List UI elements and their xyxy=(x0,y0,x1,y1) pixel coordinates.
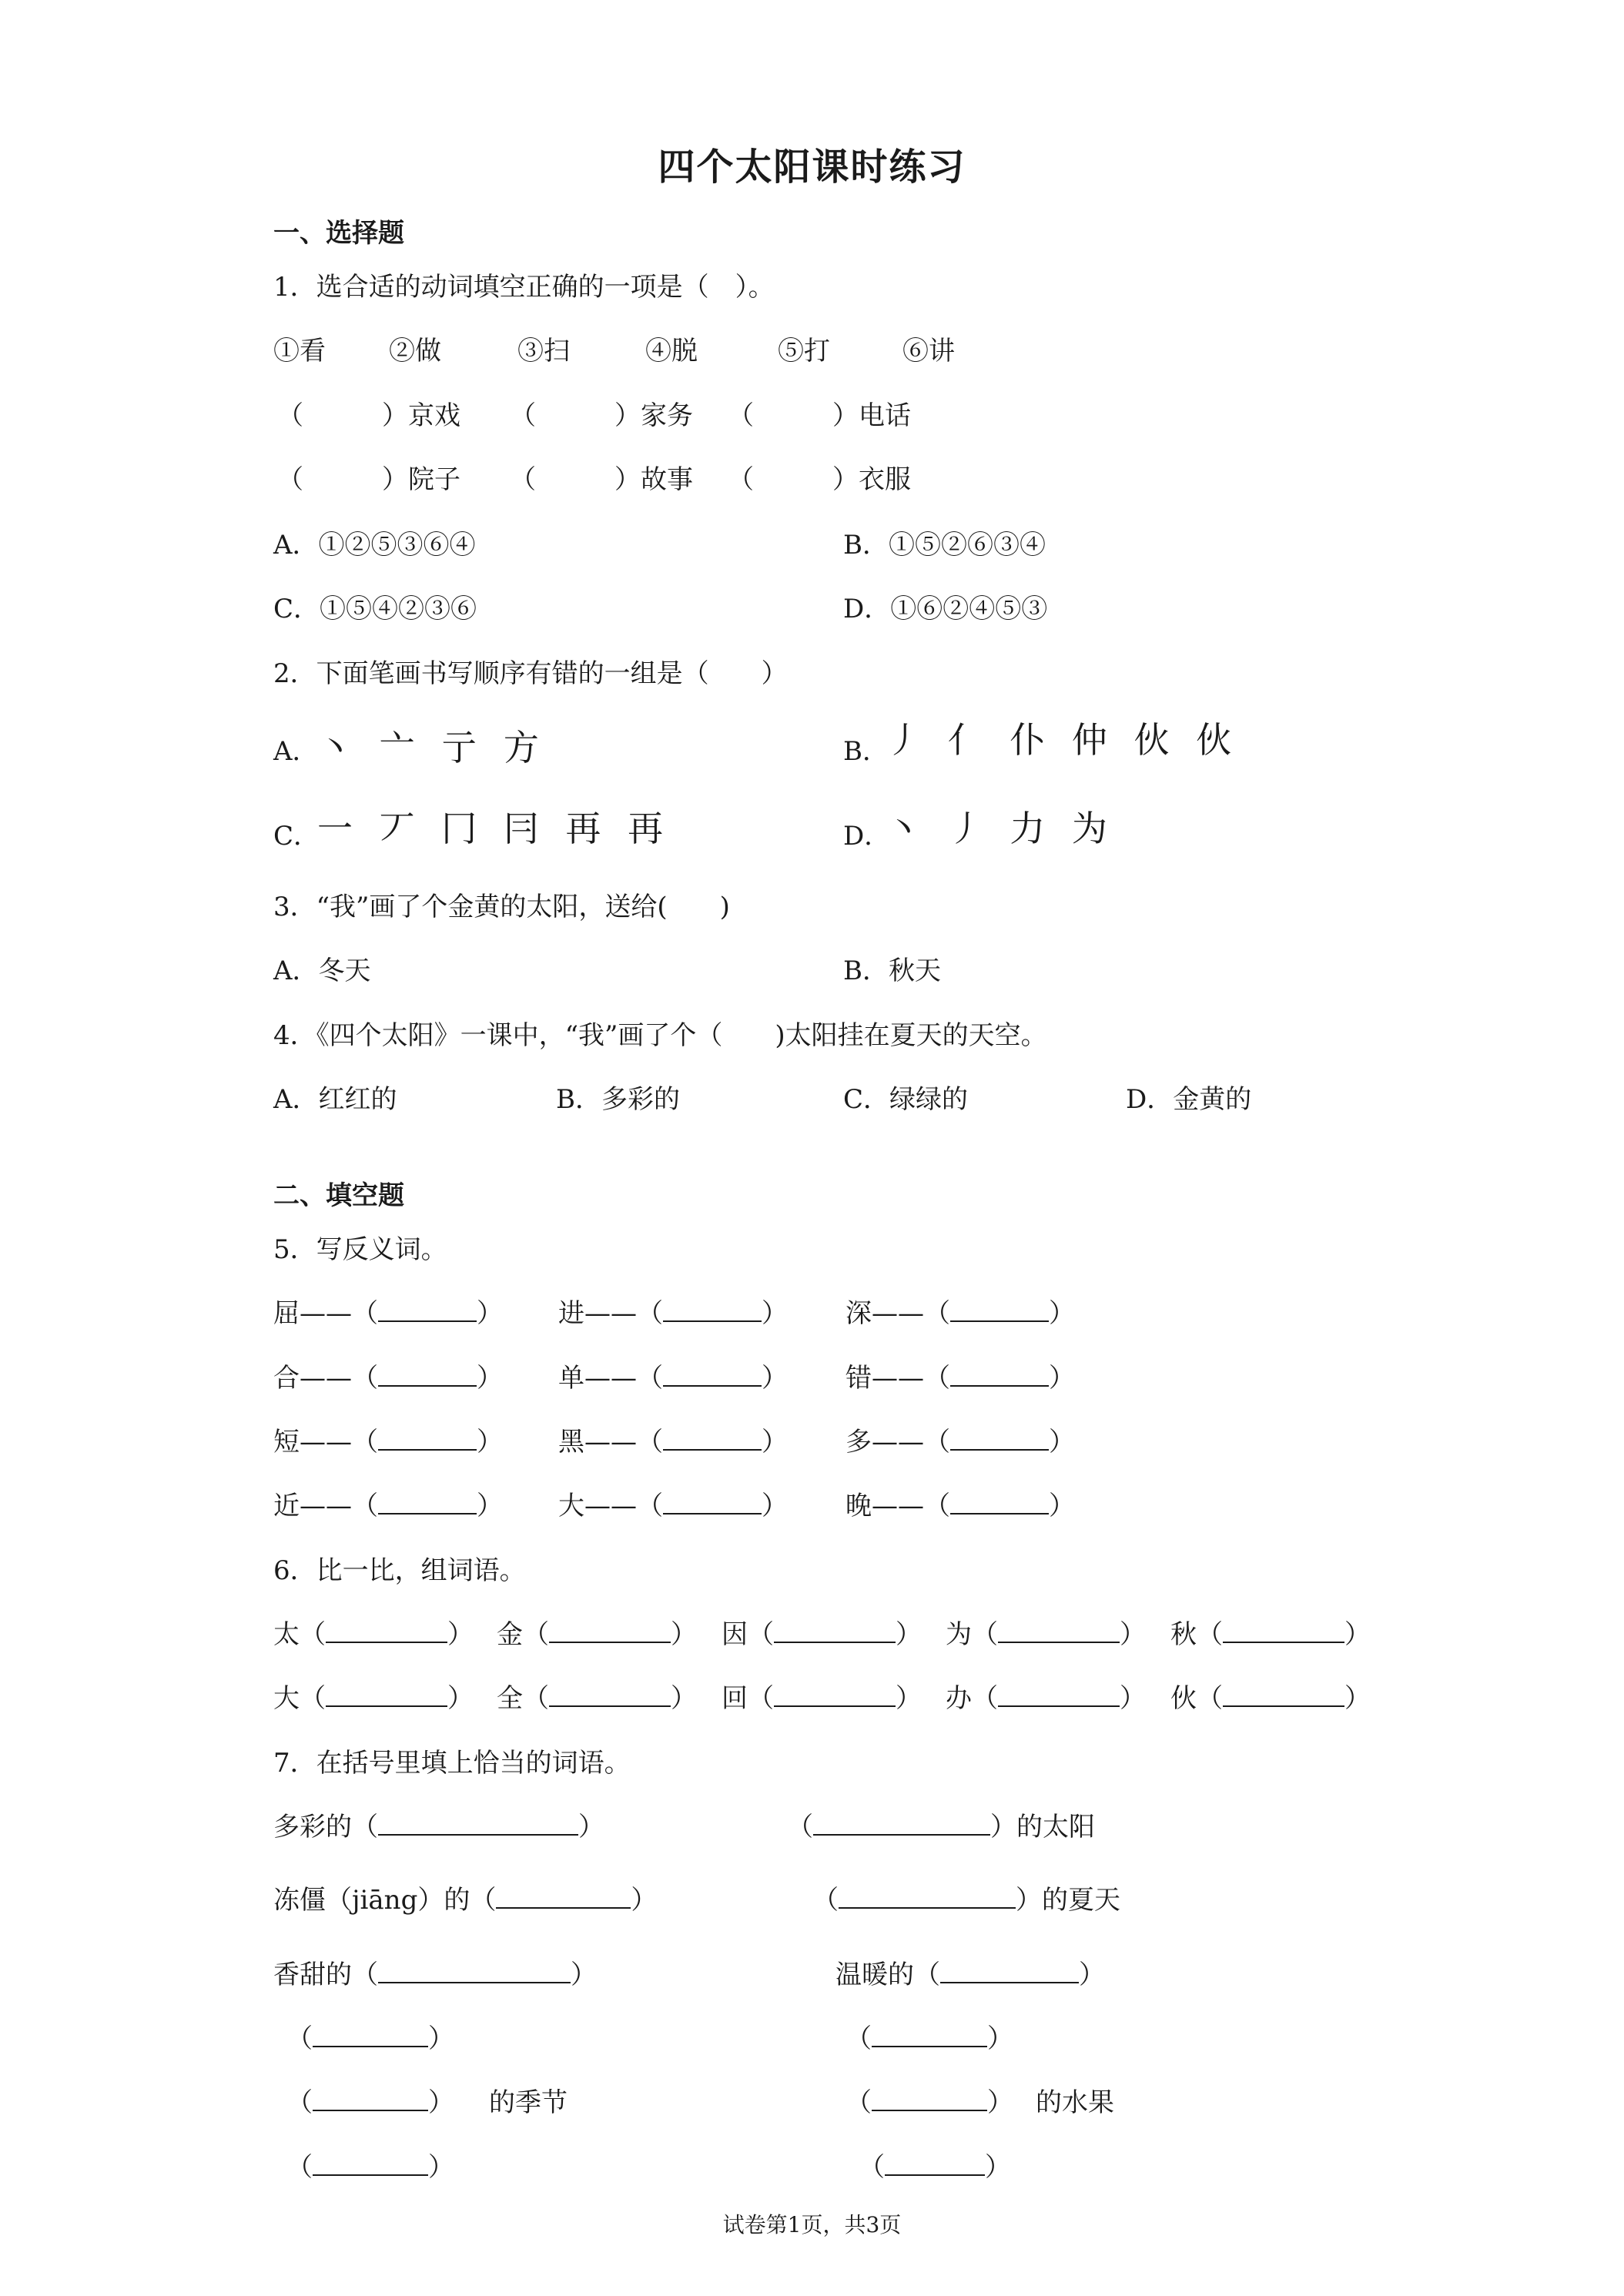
answer-blank[interactable] xyxy=(378,1427,477,1451)
answer-blank[interactable] xyxy=(378,1812,578,1836)
option-b[interactable]: B．秋天 xyxy=(843,956,941,986)
phrase-prefix: 多彩的（ xyxy=(273,1812,378,1842)
compare-char: 大 xyxy=(273,1683,300,1714)
option-b[interactable]: B． xyxy=(843,736,889,767)
option-d[interactable]: D．①⑥②④⑤③ xyxy=(843,594,1048,624)
verb-item: ②做 xyxy=(389,336,441,366)
compare-char: 金 xyxy=(497,1619,523,1650)
compare-char: 为 xyxy=(946,1619,972,1650)
fill-blank[interactable]: （ ）院子 xyxy=(277,464,460,495)
option-a[interactable]: A．①②⑤③⑥④ xyxy=(273,530,476,561)
answer-blank[interactable] xyxy=(950,1491,1049,1514)
stroke-sequence-image: 丿 亻 仆 仲 伙 伙 xyxy=(886,719,1240,761)
verb-item: ⑥讲 xyxy=(902,336,955,366)
answer-blank[interactable] xyxy=(663,1491,762,1514)
answer-blank[interactable] xyxy=(998,1620,1120,1643)
answer-blank[interactable] xyxy=(998,1684,1120,1707)
question-6-stem: 6．比一比，组词语。 xyxy=(273,1555,526,1586)
answer-blank[interactable] xyxy=(326,1620,447,1643)
answer-blank[interactable] xyxy=(378,1364,477,1387)
verb-item: ③扫 xyxy=(517,336,570,366)
answer-blank[interactable] xyxy=(313,2088,428,2111)
answer-blank[interactable] xyxy=(549,1684,671,1707)
phrase-suffix: 的季节 xyxy=(489,2087,568,2118)
compare-char: 太 xyxy=(273,1619,300,1650)
answer-blank[interactable] xyxy=(549,1620,671,1643)
option-c[interactable]: C． xyxy=(273,821,320,852)
answer-blank[interactable] xyxy=(813,1812,990,1836)
option-c[interactable]: C．绿绿的 xyxy=(843,1084,969,1115)
section-heading-choice: 一、选择题 xyxy=(273,218,404,249)
answer-blank[interactable] xyxy=(872,2088,987,2111)
answer-blank[interactable] xyxy=(663,1427,762,1451)
answer-blank[interactable] xyxy=(940,1960,1079,1983)
compare-char: 全 xyxy=(497,1683,523,1714)
answer-blank[interactable] xyxy=(774,1620,896,1643)
option-a[interactable]: A．冬天 xyxy=(273,956,371,986)
phrase-suffix: ）的太阳 xyxy=(990,1812,1095,1842)
answer-blank[interactable] xyxy=(1223,1620,1344,1643)
verb-item: ④脱 xyxy=(645,336,698,366)
option-a[interactable]: A．红红的 xyxy=(273,1084,397,1115)
answer-blank[interactable] xyxy=(663,1364,762,1387)
option-b[interactable]: B．①⑤②⑥③④ xyxy=(843,530,1046,561)
antonym-char: 屈—— xyxy=(273,1298,352,1329)
answer-blank[interactable] xyxy=(326,1684,447,1707)
verb-item: ⑤打 xyxy=(778,336,830,366)
option-d[interactable]: D．金黄的 xyxy=(1126,1084,1252,1115)
page-footer: 试卷第1页，共3页 xyxy=(722,2212,902,2237)
fill-blank[interactable]: （ ）故事 xyxy=(510,464,693,495)
question-4-stem: 4．《四个太阳》一课中，“我”画了个（ )太阳挂在夏天的天空。 xyxy=(273,1020,1047,1051)
answer-blank[interactable] xyxy=(950,1299,1049,1322)
question-1-stem: 1．选合适的动词填空正确的一项是（ ）。 xyxy=(273,272,775,303)
antonym-char: 单—— xyxy=(558,1363,637,1394)
section-heading-fill: 二、填空题 xyxy=(273,1180,404,1211)
option-c[interactable]: C．①⑤④②③⑥ xyxy=(273,594,477,624)
answer-blank[interactable] xyxy=(313,2024,428,2047)
stroke-sequence-image: 丶 丿 力 为 xyxy=(886,808,1115,849)
compare-char: 回 xyxy=(722,1683,748,1714)
fill-blank[interactable]: （ ）衣服 xyxy=(728,464,911,495)
question-2-stem: 2．下面笔画书写顺序有错的一组是（ ） xyxy=(273,658,788,689)
antonym-char: 晚—— xyxy=(845,1491,924,1521)
answer-blank[interactable] xyxy=(378,1491,477,1514)
verb-item: ①看 xyxy=(273,336,326,366)
option-d[interactable]: D． xyxy=(843,821,891,852)
phrase-prefix: 温暖的（ xyxy=(835,1960,940,1990)
antonym-char: 错—— xyxy=(845,1363,924,1394)
phrase-prefix: 冻僵（jiāng）的（ xyxy=(273,1885,497,1916)
option-a[interactable]: A． xyxy=(273,736,319,767)
question-5-stem: 5．写反义词。 xyxy=(273,1234,447,1265)
antonym-char: 大—— xyxy=(558,1491,637,1521)
antonym-char: 深—— xyxy=(845,1298,924,1329)
antonym-char: 近—— xyxy=(273,1491,352,1521)
answer-blank[interactable] xyxy=(839,1886,1016,1909)
phrase-suffix: ）的夏天 xyxy=(1016,1885,1120,1916)
compare-char: 因 xyxy=(722,1619,748,1650)
answer-blank[interactable] xyxy=(313,2153,428,2176)
fill-blank[interactable]: （ ）电话 xyxy=(728,400,911,431)
question-7-stem: 7．在括号里填上恰当的词语。 xyxy=(273,1748,631,1779)
answer-blank[interactable] xyxy=(496,1886,631,1909)
stroke-sequence-image: 一 丆 冂 冃 再 再 xyxy=(317,808,671,849)
answer-blank[interactable] xyxy=(950,1427,1049,1451)
antonym-char: 进—— xyxy=(558,1298,637,1329)
answer-blank[interactable] xyxy=(663,1299,762,1322)
option-b[interactable]: B．多彩的 xyxy=(556,1084,680,1115)
answer-blank[interactable] xyxy=(872,2024,987,2047)
compare-char: 办 xyxy=(946,1683,972,1714)
antonym-char: 多—— xyxy=(845,1427,924,1458)
answer-blank[interactable] xyxy=(774,1684,896,1707)
answer-blank[interactable] xyxy=(378,1960,571,1983)
page-title: 四个太阳课时练习 xyxy=(658,146,966,189)
answer-blank[interactable] xyxy=(378,1299,477,1322)
answer-blank[interactable] xyxy=(885,2153,985,2176)
question-3-stem: 3．“我”画了个金黄的太阳，送给( ) xyxy=(273,892,730,922)
stroke-sequence-image: 丶 亠 亍 方 xyxy=(317,727,547,768)
compare-char: 伙 xyxy=(1170,1683,1197,1714)
antonym-char: 短—— xyxy=(273,1427,352,1458)
fill-blank[interactable]: （ ）京戏 xyxy=(277,400,460,431)
phrase-prefix: 香甜的（ xyxy=(273,1960,378,1990)
answer-blank[interactable] xyxy=(1223,1684,1344,1707)
answer-blank[interactable] xyxy=(950,1364,1049,1387)
antonym-char: 黑—— xyxy=(558,1427,637,1458)
phrase-suffix: 的水果 xyxy=(1036,2087,1114,2118)
antonym-char: 合—— xyxy=(273,1363,352,1394)
fill-blank[interactable]: （ ）家务 xyxy=(510,400,693,431)
compare-char: 秋 xyxy=(1170,1619,1197,1650)
